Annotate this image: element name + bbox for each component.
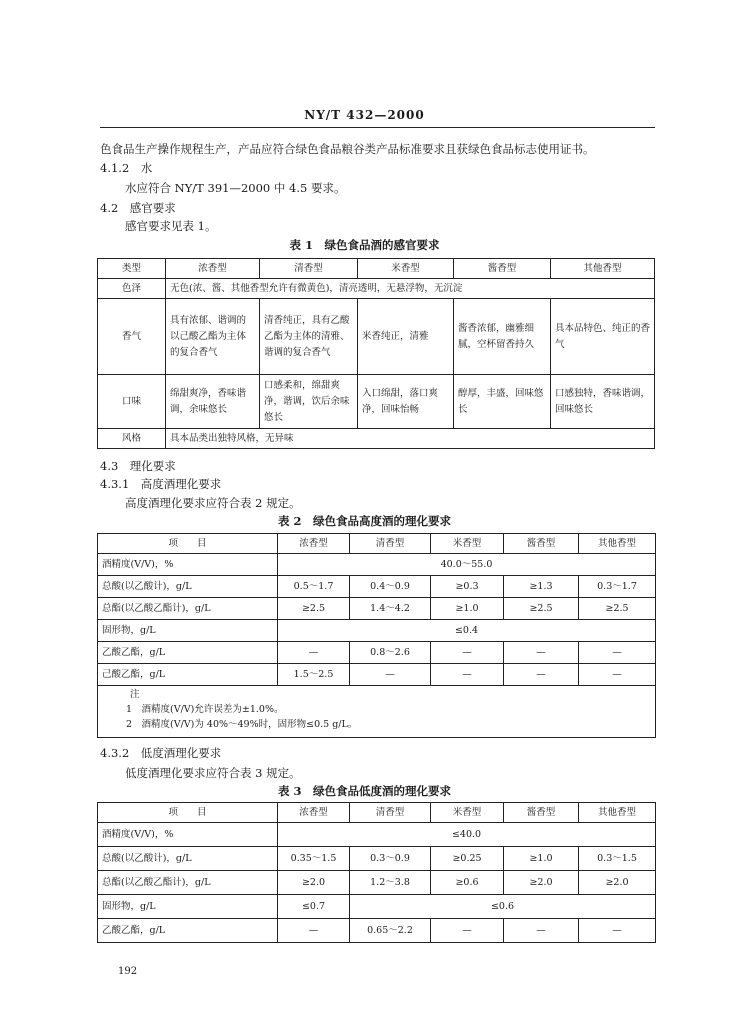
table-3-caption: 表 3 绿色食品低度酒的理化要求 — [277, 784, 451, 798]
table-2-high-alcohol — [97, 533, 656, 738]
table-cell: 0.65～2.2 — [350, 919, 431, 943]
section-4-3-1-heading — [100, 477, 221, 491]
table-cell: — — [278, 919, 350, 943]
table-cell: — — [431, 642, 504, 664]
table-cell: ≥1.3 — [504, 576, 579, 598]
row-label: 乙酸乙酯，g/L — [98, 642, 278, 664]
table-header-row — [98, 259, 655, 279]
section-number: 4.3.2 — [100, 746, 130, 760]
row-label: 固形物，g/L — [98, 895, 278, 919]
table-cell: 醇厚，丰盛，回味悠长 — [454, 375, 551, 429]
row-label: 风格 — [98, 429, 166, 449]
table-cell: — — [579, 919, 656, 943]
section-4-2-heading — [100, 201, 176, 215]
table-cell: 1.4～4.2 — [350, 598, 431, 620]
table-cell: 0.5～1.7 — [278, 576, 350, 598]
table-cell: 0.3～1.7 — [579, 576, 656, 598]
header-cell: 浓香型 — [166, 259, 260, 279]
header-cell: 浓香型 — [278, 803, 350, 823]
table-row — [98, 279, 655, 299]
table-notes-row — [98, 686, 656, 738]
section-number: 4.2 — [100, 201, 119, 215]
header-cell: 类型 — [98, 259, 166, 279]
table-cell: 入口绵甜，落口爽净，回味怡畅 — [358, 375, 454, 429]
table-row — [98, 554, 656, 576]
header-cell: 其他香型 — [551, 259, 655, 279]
row-label: 色泽 — [98, 279, 166, 299]
header-cell: 清香型 — [260, 259, 358, 279]
row-label: 固形物，g/L — [98, 620, 278, 642]
table-1-sensory — [97, 258, 655, 449]
row-label: 酒精度(V/V)，% — [98, 823, 278, 847]
table-cell: ≥1.0 — [504, 847, 579, 871]
table-cell: ≥2.5 — [579, 598, 656, 620]
table-cell: ≥2.0 — [579, 871, 656, 895]
section-title: 感官要求 — [129, 201, 176, 215]
table-1-caption: 表 1 绿色食品酒的感官要求 — [289, 238, 440, 252]
table-cell: ≥0.3 — [431, 576, 504, 598]
section-4-3-2-heading — [100, 746, 221, 760]
page-number: 192 — [118, 966, 138, 977]
header-cell: 其他香型 — [579, 803, 656, 823]
low-intro: 低度酒理化要求应符合表 3 规定。 — [125, 766, 301, 780]
row-label: 口味 — [98, 375, 166, 429]
table-row — [98, 429, 655, 449]
notes-cell — [98, 686, 656, 738]
table-cell: 具有浓郁、谐调的以己酸乙酯为主体的复合香气 — [166, 299, 260, 375]
table-cell: 无色(浓、酱、其他香型允许有微黄色)，清亮透明，无悬浮物，无沉淀 — [166, 279, 655, 299]
table-cell: 1.2～3.8 — [350, 871, 431, 895]
table-cell: 0.3～0.9 — [350, 847, 431, 871]
table-cell: 米香纯正，清雅 — [358, 299, 454, 375]
table-row — [98, 620, 656, 642]
table-cell: 具本品特色、纯正的香气 — [551, 299, 655, 375]
table-cell: 0.4～0.9 — [350, 576, 431, 598]
header-cell: 酱香型 — [454, 259, 551, 279]
header-cell: 项 目 — [98, 803, 278, 823]
table-cell: 0.8～2.6 — [350, 642, 431, 664]
section-4-3-heading — [100, 459, 176, 473]
note-1: 1 酒精度(V/V)允许误差为±1.0%。 — [126, 704, 284, 715]
row-label: 乙酸乙酯，g/L — [98, 919, 278, 943]
table-row — [98, 375, 655, 429]
table-row — [98, 823, 656, 847]
table-cell: 40.0～55.0 — [278, 554, 656, 576]
header-cell: 酱香型 — [504, 534, 579, 554]
table-cell: — — [504, 919, 579, 943]
section-number: 4.3 — [100, 459, 119, 473]
page-header: NY/T 432—2000 — [304, 108, 425, 122]
section-title: 理化要求 — [129, 459, 176, 473]
section-title: 低度酒理化要求 — [140, 746, 222, 760]
table-header-row — [98, 534, 656, 554]
header-cell: 其他香型 — [579, 534, 656, 554]
table-cell: — — [579, 642, 656, 664]
table-cell: ≤0.6 — [350, 895, 656, 919]
table-cell: 1.5～2.5 — [278, 664, 350, 686]
table-cell: ≤0.4 — [278, 620, 656, 642]
table-cell: 绵甜爽净，香味谐调，余味悠长 — [166, 375, 260, 429]
table-cell: ≥2.5 — [278, 598, 350, 620]
table-cell: ≥0.6 — [431, 871, 504, 895]
table-header-row — [98, 803, 656, 823]
table-cell: 0.35～1.5 — [278, 847, 350, 871]
high-intro: 高度酒理化要求应符合表 2 规定。 — [125, 496, 301, 510]
table-row — [98, 895, 656, 919]
table-row — [98, 642, 656, 664]
section-4-1-2-heading — [100, 161, 152, 175]
table-cell: — — [579, 664, 656, 686]
table-row — [98, 919, 656, 943]
table-cell: ≥2.0 — [504, 871, 579, 895]
notes-title: 注 — [130, 689, 140, 700]
table-cell: ≥0.25 — [431, 847, 504, 871]
table-row — [98, 664, 656, 686]
table-cell: — — [431, 919, 504, 943]
table-cell: 口感独特，香味谐调，回味悠长 — [551, 375, 655, 429]
section-title: 水 — [140, 161, 153, 175]
row-label: 总酯(以乙酸乙酯计)，g/L — [98, 598, 278, 620]
header-cell: 浓香型 — [278, 534, 350, 554]
table-cell: — — [504, 664, 579, 686]
table-2-caption: 表 2 绿色食品高度酒的理化要求 — [277, 514, 451, 528]
section-number: 4.3.1 — [100, 477, 130, 491]
sensory-intro: 感官要求见表 1。 — [125, 219, 217, 233]
table-cell: 酱香浓郁，幽雅细腻，空杯留香持久 — [454, 299, 551, 375]
table-cell: ≥2.5 — [504, 598, 579, 620]
table-cell: 清香纯正，具有乙酸乙酯为主体的清雅、谐调的复合香气 — [260, 299, 358, 375]
table-row — [98, 598, 656, 620]
row-label: 酒精度(V/V)，% — [98, 554, 278, 576]
table-row — [98, 299, 655, 375]
table-cell: ≥1.0 — [431, 598, 504, 620]
table-row — [98, 576, 656, 598]
table-row — [98, 871, 656, 895]
row-label: 总酯(以乙酸乙酯计)，g/L — [98, 871, 278, 895]
table-cell: — — [431, 664, 504, 686]
table-cell: — — [278, 642, 350, 664]
table-cell: 具本品类出独特风格，无异味 — [166, 429, 655, 449]
header-cell: 项 目 — [98, 534, 278, 554]
row-label: 香气 — [98, 299, 166, 375]
section-title: 高度酒理化要求 — [140, 477, 222, 491]
section-number: 4.1.2 — [100, 161, 130, 175]
intro-paragraph: 色食品生产操作规程生产，产品应符合绿色食品粮谷类产品标准要求且获绿色食品标志使用证书。 — [100, 142, 595, 156]
row-label: 己酸乙酯，g/L — [98, 664, 278, 686]
row-label: 总酸(以乙酸计)，g/L — [98, 576, 278, 598]
table-cell: — — [350, 664, 431, 686]
table-cell: ≤40.0 — [278, 823, 656, 847]
table-cell: ≥2.0 — [278, 871, 350, 895]
table-3-low-alcohol — [97, 802, 656, 943]
table-cell: 口感柔和，绵甜爽净，谐调，饮后余味悠长 — [260, 375, 358, 429]
header-cell: 米香型 — [358, 259, 454, 279]
note-2: 2 酒精度(V/V)为 40%～49%时，固形物≤0.5 g/L。 — [126, 719, 358, 730]
header-cell: 米香型 — [431, 803, 504, 823]
table-cell: 0.3～1.5 — [579, 847, 656, 871]
header-rule — [100, 127, 655, 128]
header-cell: 清香型 — [350, 803, 431, 823]
row-label: 总酸(以乙酸计)，g/L — [98, 847, 278, 871]
water-paragraph: 水应符合 NY/T 391—2000 中 4.5 要求。 — [125, 181, 346, 195]
table-row — [98, 847, 656, 871]
header-cell: 酱香型 — [504, 803, 579, 823]
table-cell: — — [504, 642, 579, 664]
header-cell: 米香型 — [431, 534, 504, 554]
header-cell: 清香型 — [350, 534, 431, 554]
table-cell: ≤0.7 — [278, 895, 350, 919]
